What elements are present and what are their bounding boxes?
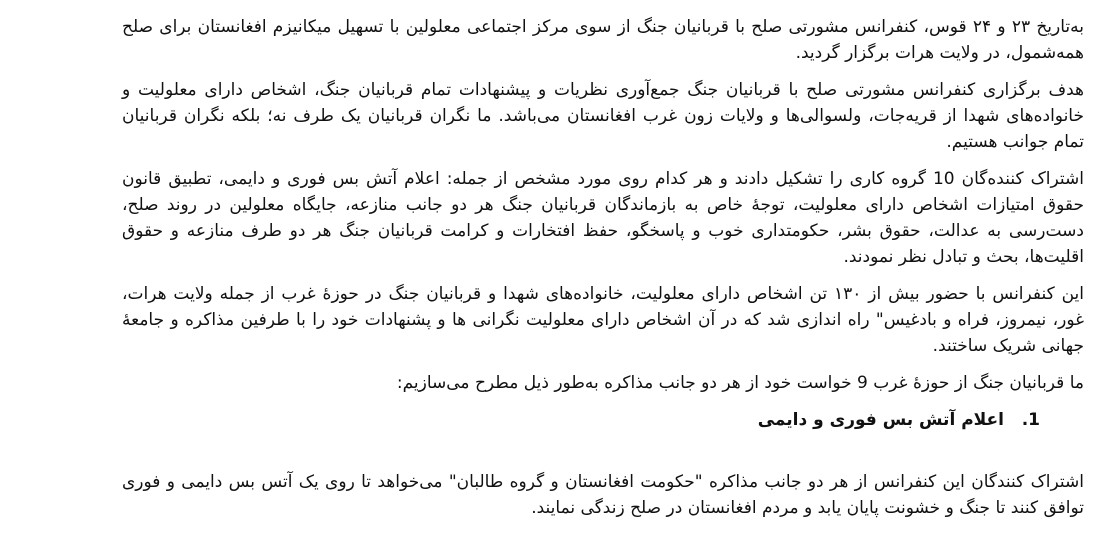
paragraph-ceasefire-request: اشتراک کنندگان این کنفرانس از هر دو جانب مذاکره "حکومت افغانستان و گروه طالبان" می‌خواهد تا روی یک آتس بس دایمی و فوری توافق کنند تا جنگ و خشونت پایان یابد و مردم افغانستان در صلح زندگی نمایند. bbox=[122, 472, 1084, 518]
paragraph-working-groups: اشتراک کننده‌گان 10 گروه کاری را تشکیل دادند و هر کدام روی مورد مشخص از جمله: اعلام آتش بس فوری و دایمی، تطبیق قانون حقوق امتیازات اشخاص دارای معلولیت، توجهٔ خاص به بازماندگان قربانیان جنگ هر دو جانب منازعه، جایگاه معلولین در روند صلح، دست‌رسی به عدالت، حقوق بشر، حکومتداری خوب و پاسخگو، حفظ افتخارات و کرامت قربانیان جنگ هر دو طرف منازعه و حقوق اقلیت‌ها، بحث و تبادل نظر نمودند. bbox=[122, 169, 1084, 267]
paragraph-participants: این کنفرانس با حضور بیش از ۱۳۰ تن اشخاص دارای معلولیت، خانواده‌های شهدا و قربانیان جنگ در حوزهٔ غرب از جمله ولایت هرات، غور، نیمروز، فراه و بادغیس" راه اندازی شد که در آن اشخاص دارای معلولیت نگرانی ها و پشنهادات خود را با طرفین مذاکره و جامعهٔ جهانی شریک ساختند. bbox=[122, 284, 1084, 356]
paragraph-demands-intro: ما قربانیان جنگ از حوزهٔ غرب 9 خواست خود از هر دو جانب مذاکره به‌طور ذیل مطرح می‌سازیم: bbox=[396, 373, 1084, 393]
list-item-ceasefire bbox=[122, 407, 1084, 433]
paragraph-conference-date: به‌تاریخ ۲۳ و ۲۴ قوس، کنفرانس مشورتی صلح با قربانیان جنگ از سوی مرکز اجتماعی معلولین با تسهیل میکانیزم افغانستان برای صلح همه‌شمول، در ولایت هرات برگزار گردید. bbox=[122, 17, 1084, 63]
paragraph-conference-goal: هدف برگزاری کنفرانس مشورتی صلح با قربانیان جنگ جمع‌آوری نظریات و پیشنهادات تمام قربانیان جنگ، اشخاص دارای معلولیت و خانواده‌های شهدا از قریه‌جات، ولسوالی‌ها و ولایات زون غرب افغانستان می‌باشد. ما نگران قربانیان یک طرف نه؛ بلکه نگران قربانیان تمام جوانب هستیم. bbox=[122, 80, 1084, 152]
list-item-number: 1. bbox=[1021, 410, 1040, 430]
document-body bbox=[122, 14, 1084, 532]
list-item-label: اعلام آتش بس فوری و دایمی bbox=[757, 410, 1004, 430]
